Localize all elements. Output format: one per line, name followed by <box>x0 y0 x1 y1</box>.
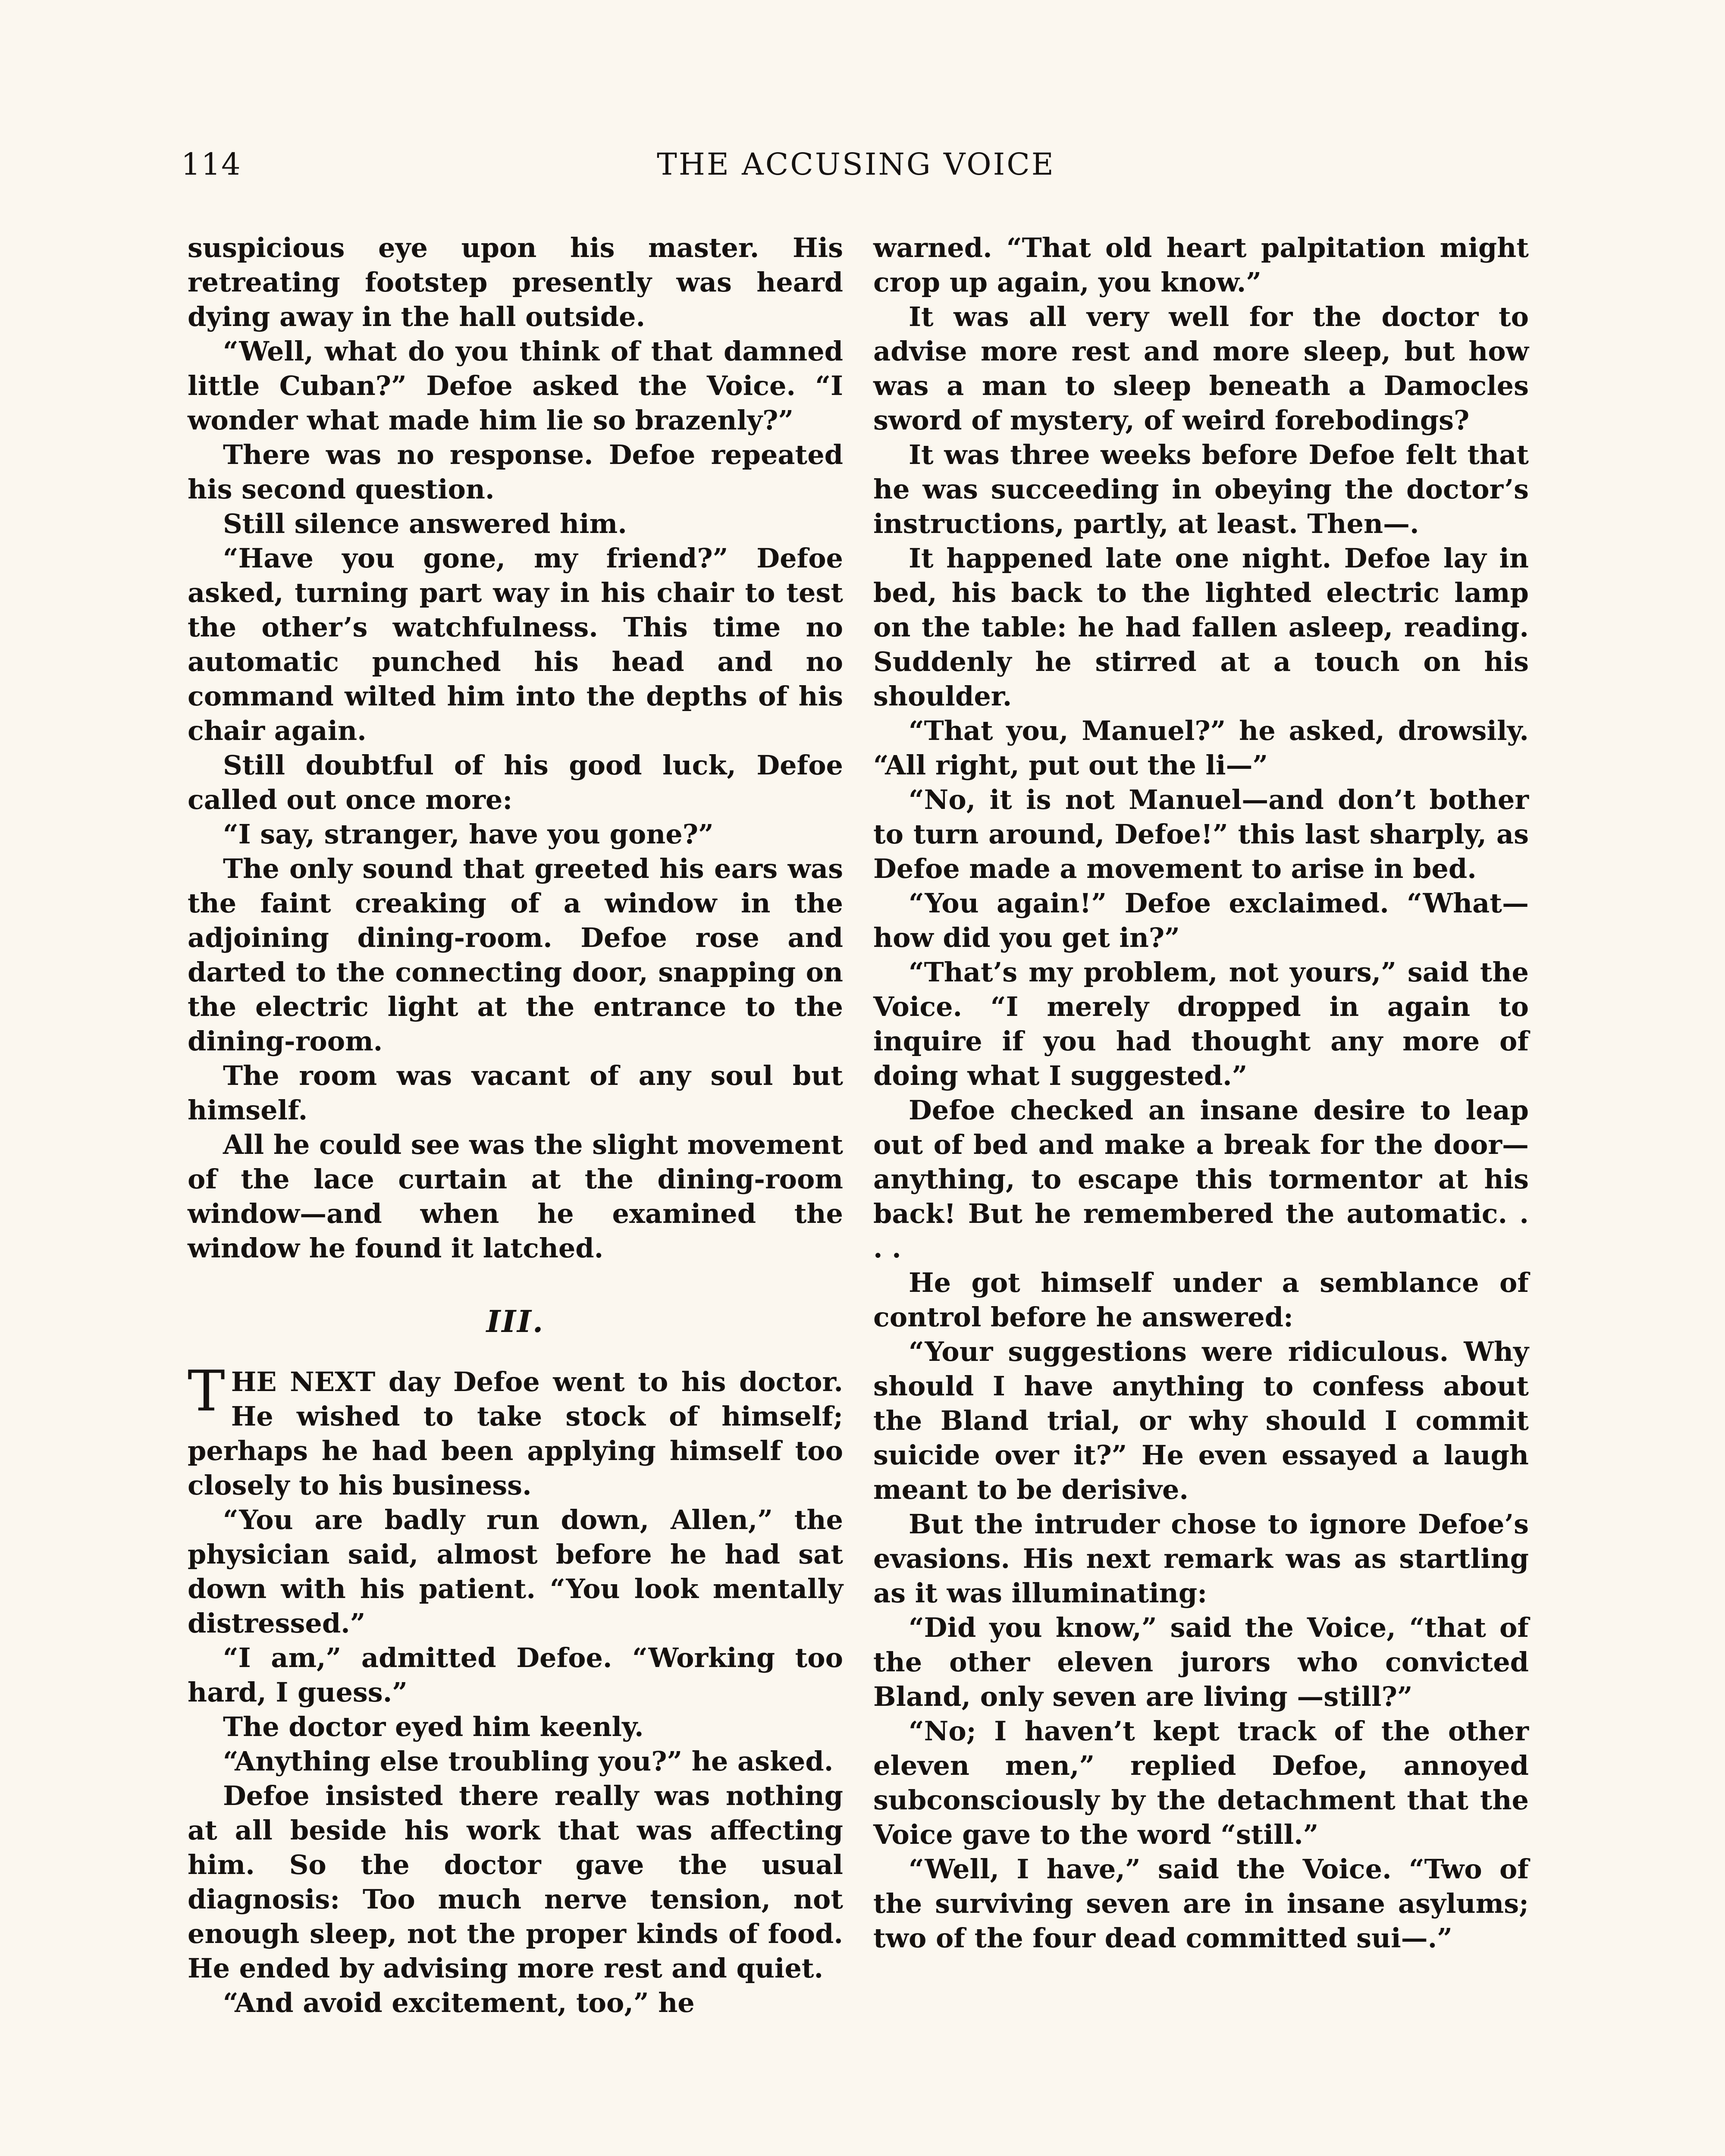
paragraph: Still silence answered him. <box>223 508 627 539</box>
paragraph: “I say, stranger, have you gone?” <box>223 818 714 850</box>
paragraph: It was all very well for the doctor to advise more rest and more sleep, but how was a man to sleep beneath a Damocles sword of mystery, of weird forebodings? <box>873 301 1529 436</box>
section-opening-paragraph <box>188 1358 844 1503</box>
right-column <box>873 231 1529 1955</box>
paragraph: There was no response. Defoe repeated his second question. <box>188 439 843 505</box>
running-title: THE ACCUSING VOICE <box>657 147 1055 182</box>
paragraph: The doctor eyed him keenly. <box>223 1711 644 1742</box>
paragraph: Defoe insisted there really was nothing at all beside his work that was affecting him. So the doctor gave the usual diagnosis: Too much nerve tension, not enough sleep, not the proper kinds of food. He ended by advising more rest and quiet. <box>188 1780 843 1984</box>
paragraph: “And avoid excitement, too,” he <box>223 1987 695 2018</box>
drop-cap: T <box>188 1358 225 1424</box>
paragraph: The only sound that greeted his ears was the faint creaking of a window in the adjoining dining-room. Defoe rose and darted to the connecting door, snapping on the electric light at the entrance to the dining-room. <box>188 853 843 1057</box>
section-heading: III. <box>486 1304 545 1339</box>
paragraph: “Your suggestions were ridiculous. Why should I have anything to confess about the Bland trial, or why should I commit suicide over it?” He even essayed a laugh meant to be derisive. <box>873 1336 1529 1505</box>
page-header <box>181 147 1531 207</box>
paragraph: But the intruder chose to ignore Defoe’s evasions. His next remark was as startling as it was illuminating: <box>873 1508 1529 1609</box>
paragraph: Defoe checked an insane desire to leap out of bed and make a break for the door—anything, to escape this tormentor at his back! But he remembered the automatic. . . . <box>873 1094 1529 1264</box>
paragraph: “You again!” Defoe exclaimed. “What—how did you get in?” <box>873 887 1529 953</box>
opening-small-caps: HE NEXT <box>231 1366 376 1398</box>
left-column <box>188 231 843 2020</box>
paragraph: warned. “That old heart palpitation might crop up again, you know.” <box>873 232 1529 298</box>
paragraph: “I am,” admitted Defoe. “Working too hard, I guess.” <box>188 1642 843 1708</box>
paragraph: suspicious eye upon his master. His retreating footstep presently was heard dying away in the hall outside. <box>188 232 843 332</box>
paragraph: He got himself under a semblance of control before he answered: <box>873 1267 1529 1333</box>
paragraph: “Did you know,” said the Voice, “that of the other eleven jurors who convicted Bland, only seven are living —still?” <box>873 1612 1529 1712</box>
paragraph: The room was vacant of any soul but himself. <box>188 1060 843 1126</box>
paragraph: “No, it is not Manuel—and don’t bother to turn around, Defoe!” this last sharply, as Defoe made a movement to arise in bed. <box>873 784 1529 884</box>
paragraph: All he could see was the slight movement of the lace curtain at the dining-room window—and when he examined the window he found it latched. <box>188 1129 843 1264</box>
paragraph: It was three weeks before Defoe felt that he was succeeding in obeying the doctor’s instructions, partly, at least. Then—. <box>873 439 1529 539</box>
paragraph: “Have you gone, my friend?” Defoe asked, turning part way in his chair to test the other’s watchfulness. This time no automatic punched his head and no command wilted him into the depths of his chair again. <box>188 542 843 746</box>
paragraph: “You are badly run down, Allen,” the physician said, almost before he had sat down with his patient. “You look mentally distressed.” <box>188 1504 843 1639</box>
opening-text: day Defoe went to his doctor. He wished to take stock of himself; perhaps he had been applying himself too closely to his business. <box>188 1366 844 1501</box>
paragraph: “Well, I have,” said the Voice. “Two of the surviving seven are in insane asylums; two of the four dead committed sui—.” <box>873 1853 1529 1954</box>
paragraph: “That’s my problem, not yours,” said the Voice. “I merely dropped in again to inquire if you had thought any more of doing what I suggested.” <box>873 956 1529 1091</box>
paragraph: Still doubtful of his good luck, Defoe called out once more: <box>188 749 843 815</box>
paragraph: “Anything else troubling you?” he asked. <box>223 1745 834 1777</box>
paragraph: “Well, what do you think of that damned little Cuban?” Defoe asked the Voice. “I wonder what made him lie so brazenly?” <box>188 335 843 436</box>
page-number: 114 <box>181 147 242 182</box>
paragraph: “No; I haven’t kept track of the other eleven men,” replied Defoe, annoyed subconsciously by the detachment that the Voice gave to the word “still.” <box>873 1715 1529 1850</box>
paragraph: “That you, Manuel?” he asked, drowsily. “All right, put out the li—” <box>873 715 1529 781</box>
paragraph: It happened late one night. Defoe lay in bed, his back to the lighted electric lamp on the table: he had fallen asleep, reading. Suddenly he stirred at a touch on his shoulder. <box>873 542 1529 712</box>
